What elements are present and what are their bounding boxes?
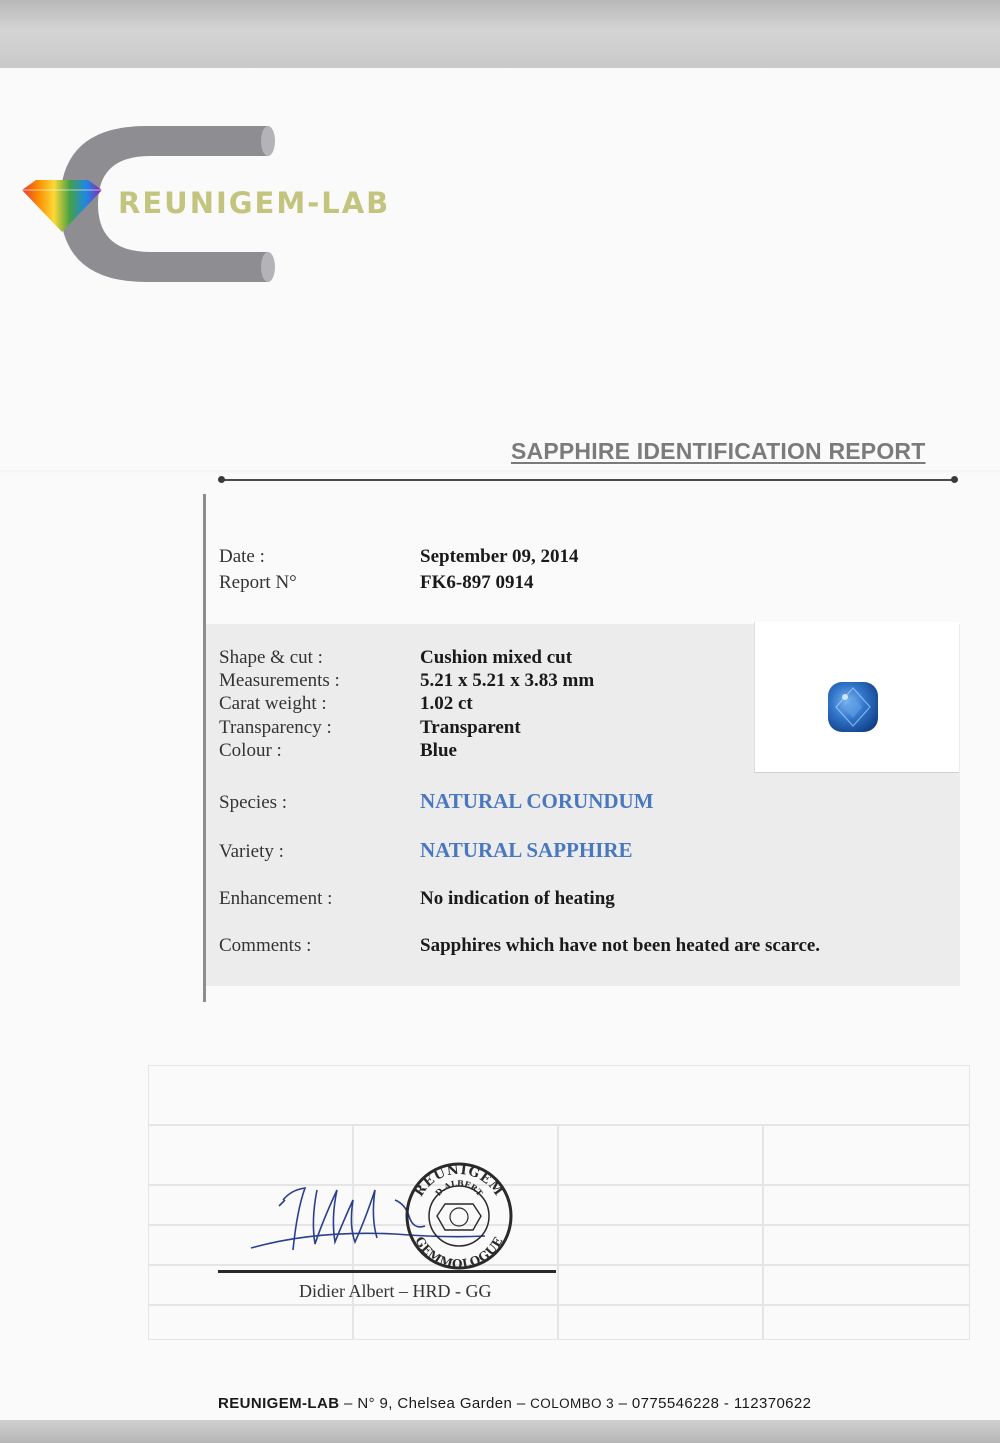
footer-address-part: – N° 9, Chelsea Garden – xyxy=(339,1395,531,1412)
variety-value: NATURAL SAPPHIRE xyxy=(420,838,633,862)
transparency-value: Transparent xyxy=(420,717,521,738)
species-label: Species : xyxy=(219,792,288,813)
blue-cushion-sapphire-icon xyxy=(826,680,880,734)
enhancement-label: Enhancement : xyxy=(219,888,333,909)
enhancement-value: No indication of heating xyxy=(420,888,615,909)
species-value: NATURAL CORUNDUM xyxy=(420,789,654,813)
signature-with-stamp xyxy=(245,1160,525,1270)
paper-fold xyxy=(0,470,1000,474)
shape-value: Cushion mixed cut xyxy=(420,647,573,668)
rule-dot-right xyxy=(951,476,958,483)
logo-brand-text: REUNIGEM-LAB xyxy=(118,186,391,220)
signature-line xyxy=(218,1270,556,1273)
signatory-name: Didier Albert – HRD - GG xyxy=(299,1281,492,1301)
scan-bottom-edge xyxy=(0,1420,1000,1443)
scan-top-edge xyxy=(0,0,1000,68)
report-number-value: FK6-897 0914 xyxy=(420,572,534,593)
comments-label: Comments : xyxy=(219,935,312,956)
measurements-label: Measurements : xyxy=(219,670,340,691)
gemmologue-stamp-icon xyxy=(407,1163,511,1270)
shape-label: Shape & cut : xyxy=(219,647,323,668)
footer-company: REUNIGEM-LAB xyxy=(218,1395,340,1412)
date-label: Date : xyxy=(219,546,265,567)
rule-dot-left xyxy=(218,476,225,483)
colour-value: Blue xyxy=(420,740,457,761)
carat-label: Carat weight : xyxy=(219,693,327,714)
title-rule xyxy=(220,479,956,481)
transparency-label: Transparency : xyxy=(219,717,332,738)
footer-address xyxy=(218,1395,811,1412)
stamp-top-text: REUNIGEM xyxy=(411,1162,507,1200)
carat-value: 1.02 ct xyxy=(420,693,473,714)
svg-text:GEMMOLOGUE xyxy=(412,1234,505,1270)
footer-city: COLOMBO 3 xyxy=(530,1396,615,1411)
comments-value: Sapphires which have not been heated are scarce. xyxy=(420,935,821,956)
measurements-value: 5.21 x 5.21 x 3.83 mm xyxy=(420,670,595,691)
stamp-inner-text: D.ALBERT xyxy=(432,1177,486,1198)
report-number-label: Report N° xyxy=(219,572,297,593)
colour-label: Colour : xyxy=(219,740,282,761)
stamp-bottom-text: GEMMOLOGUE xyxy=(412,1234,506,1270)
report-title: SAPPHIRE IDENTIFICATION REPORT xyxy=(511,438,926,464)
variety-label: Variety : xyxy=(219,841,284,862)
date-value: September 09, 2014 xyxy=(420,546,579,567)
footer-phones: – 0775546228 - 112370622 xyxy=(614,1395,812,1412)
gem-photo xyxy=(754,622,959,773)
